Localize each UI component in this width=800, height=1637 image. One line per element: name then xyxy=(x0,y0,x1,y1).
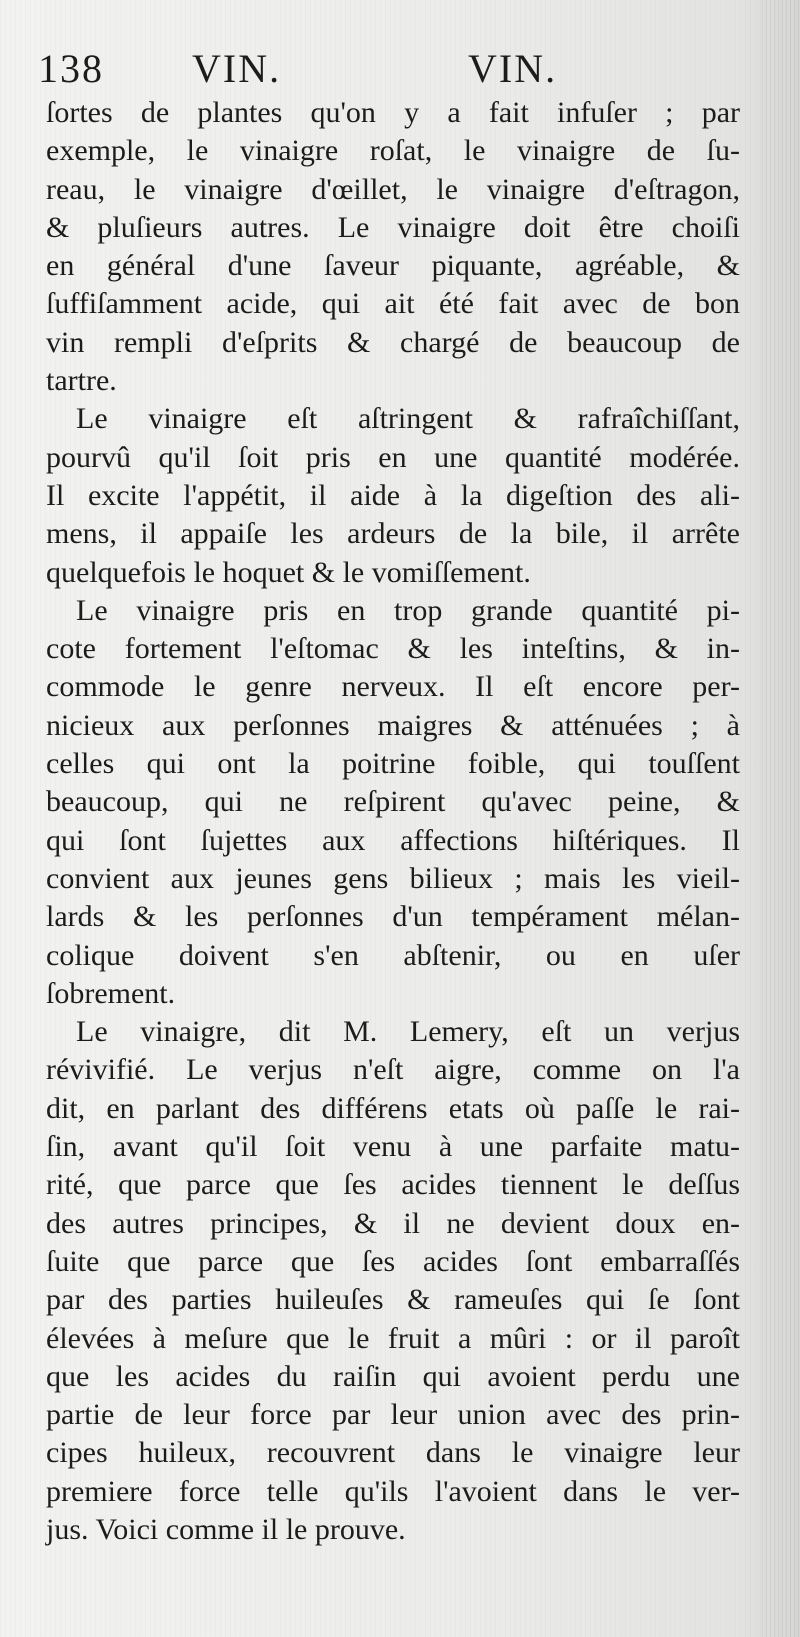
text-line: Le vinaigre, dit M. Lemery, eſt un verjus xyxy=(76,1015,740,1049)
text-line: quelquefois le hoquet & le vomiſſement. xyxy=(46,555,531,589)
text-line: des autres principes, & il ne devient doux en- xyxy=(46,1206,740,1240)
text-line: vin rempli d'eſprits & chargé de beaucoup de xyxy=(46,325,740,359)
body-text xyxy=(46,94,740,1549)
text-line: Le vinaigre pris en trop grande quantité pi- xyxy=(76,593,740,627)
text-line: que les acides du raiſin qui avoient perdu une xyxy=(46,1359,740,1393)
text-line: pourvû qu'il ſoit pris en une quantité modérée. xyxy=(46,440,740,474)
text-line: partie de leur force par leur union avec des prin- xyxy=(46,1398,740,1432)
page-number: 138 xyxy=(38,46,104,91)
text-line: colique doivent s'en abſtenir, ou en uſer xyxy=(46,938,740,972)
text-line: Le vinaigre eſt aſtringent & rafraîchiſſant, xyxy=(76,402,740,436)
text-line: ſortes de plantes qu'on y a fait infuſer ; par xyxy=(46,96,740,129)
text-line: beaucoup, qui ne reſpirent qu'avec peine, & xyxy=(46,785,740,819)
text-line: ſin, avant qu'il ſoit venu à une parfaite matu- xyxy=(46,1130,740,1164)
text-line: élevées à meſure que le fruit a mûri : or il paroît xyxy=(46,1321,740,1355)
paragraph xyxy=(46,400,740,591)
text-line: reau, le vinaigre d'œillet, le vinaigre d'eſtragon, xyxy=(46,172,740,206)
text-line: premiere force telle qu'ils l'avoient dans le ver- xyxy=(46,1474,740,1508)
text-line: dit, en parlant des différens etats où paſſe le rai- xyxy=(46,1091,740,1125)
page-edge-shadow xyxy=(762,0,800,1637)
page-header xyxy=(38,44,738,94)
text-line: tartre. xyxy=(46,364,117,398)
text-line: rité, que parce que ſes acides tiennent le deſſus xyxy=(46,1168,740,1202)
text-line: lards & les perſonnes d'un tempérament mélan- xyxy=(46,900,740,934)
text-line: & pluſieurs autres. Le vinaigre doit être choiſi xyxy=(46,210,740,244)
text-line: convient aux jeunes gens bilieux ; mais les vieil- xyxy=(46,861,740,895)
text-line: ſobrement. xyxy=(46,976,176,1010)
text-line: exemple, le vinaigre roſat, le vinaigre de ſu- xyxy=(46,134,740,168)
running-head-right: VIN. xyxy=(468,46,558,91)
text-line: qui ſont ſujettes aux affections hiſtériques. Il xyxy=(46,823,740,857)
text-line: jus. Voici comme il le prouve. xyxy=(46,1512,406,1546)
text-line: cote fortement l'eſtomac & les inteſtins, & in- xyxy=(46,632,740,666)
text-line: Il excite l'appétit, il aide à la digeſtion des ali- xyxy=(46,478,740,512)
text-line: par des parties huileuſes & rameuſes qui ſe ſont xyxy=(46,1283,740,1317)
text-line: mens, il appaiſe les ardeurs de la bile, il arrête xyxy=(46,517,740,551)
text-line: révivifié. Le verjus n'eſt aigre, comme on l'a xyxy=(46,1053,740,1087)
running-head-left: VIN. xyxy=(192,46,282,91)
text-line: ſuffiſamment acide, qui ait été fait avec de bon xyxy=(46,287,740,321)
text-line: ſuite que parce que ſes acides ſont embarraſſés xyxy=(46,1244,740,1278)
paragraph xyxy=(46,592,740,1013)
text-line: cipes huileux, recouvrent dans le vinaigre leur xyxy=(46,1436,740,1470)
paragraph xyxy=(46,1013,740,1549)
text-line: celles qui ont la poitrine foible, qui touſſent xyxy=(46,747,740,781)
paragraph xyxy=(46,94,740,400)
text-line: commode le genre nerveux. Il eſt encore per- xyxy=(46,670,740,704)
text-line: en général d'une ſaveur piquante, agréable, & xyxy=(46,249,740,283)
text-line: nicieux aux perſonnes maigres & atténuées ; à xyxy=(46,708,740,742)
